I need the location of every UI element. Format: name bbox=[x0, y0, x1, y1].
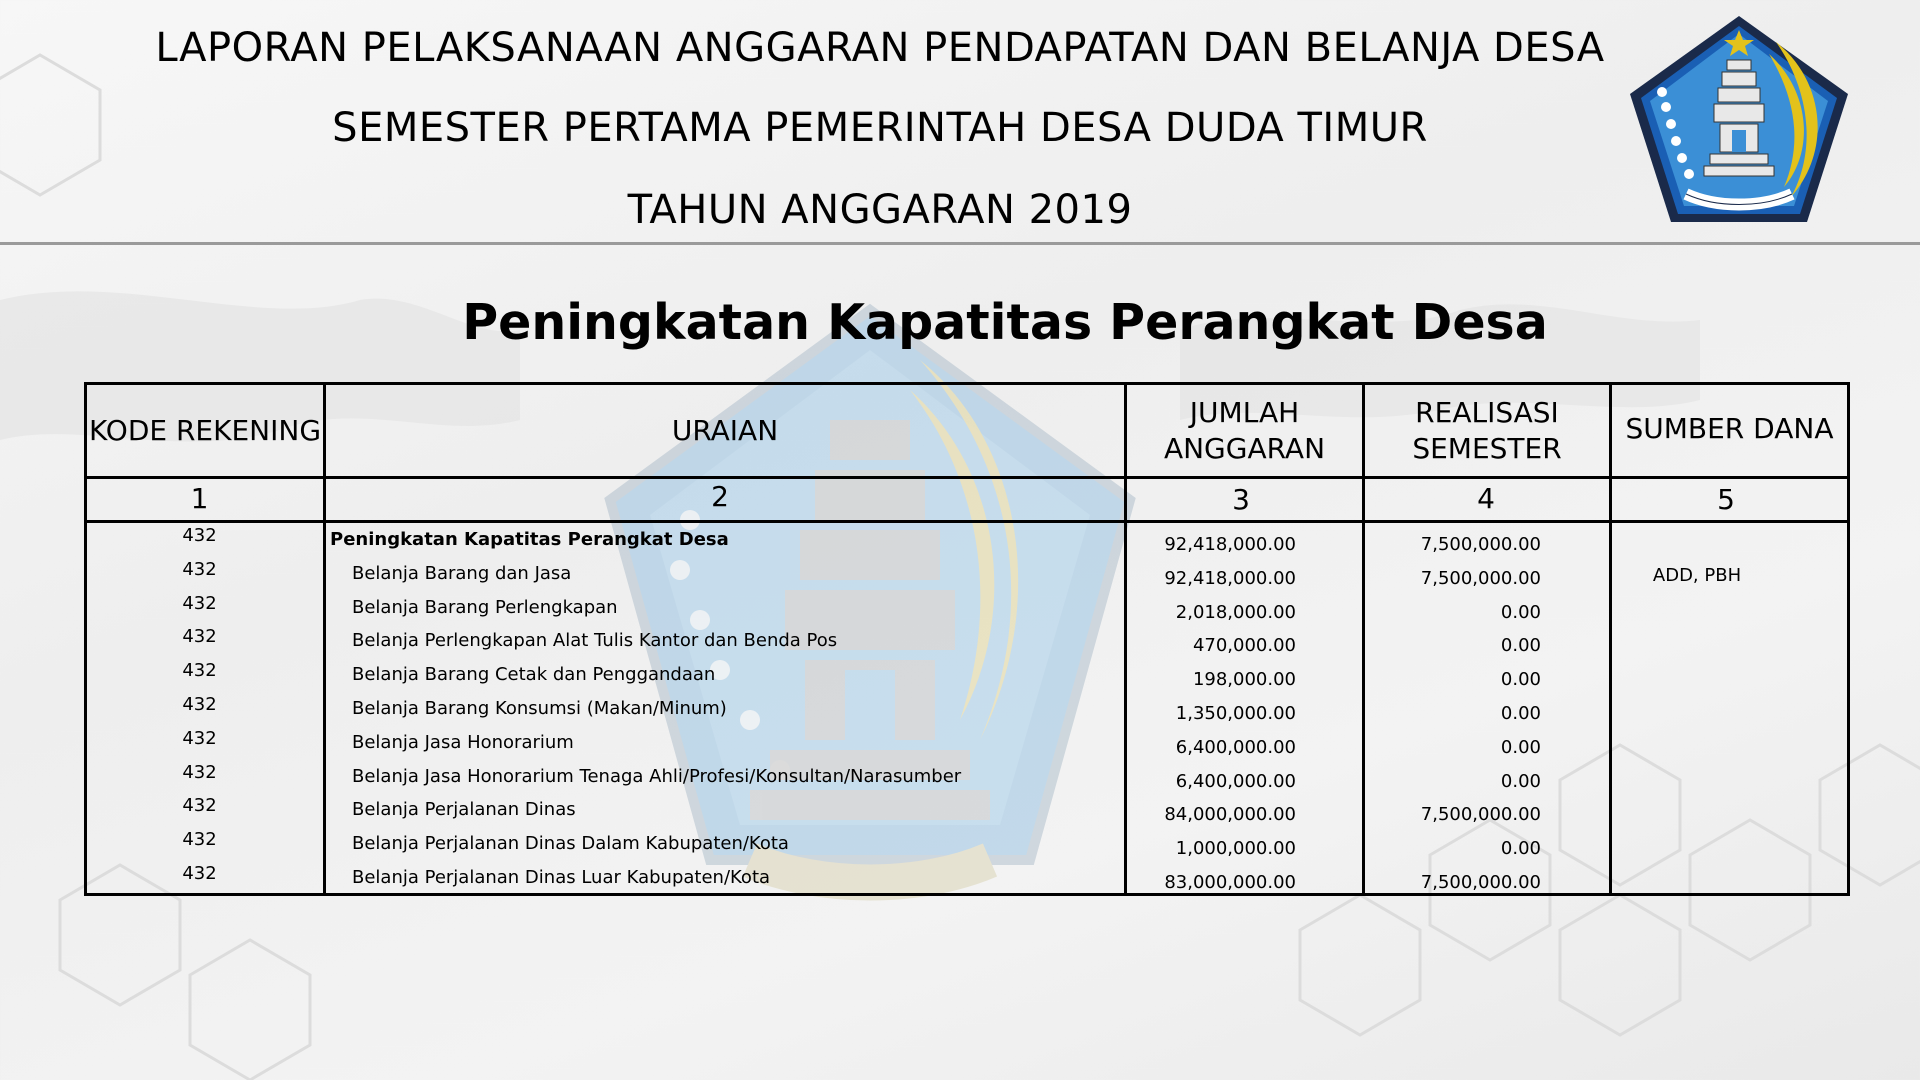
table-row bbox=[87, 559, 1847, 593]
cell-kode-rekening: 432 bbox=[182, 660, 217, 682]
header-divider bbox=[0, 242, 1920, 245]
column-number-5: 5 bbox=[1717, 483, 1735, 516]
cell-kode-rekening: 432 bbox=[182, 626, 217, 648]
cell-sumber-dana: ADD, PBH bbox=[1652, 564, 1742, 586]
table-row bbox=[87, 694, 1847, 728]
cell-uraian: Belanja Perlengkapan Alat Tulis Kantor dan Benda Pos bbox=[352, 630, 838, 652]
cell-jumlah-anggaran: 92,418,000.00 bbox=[1164, 534, 1296, 555]
regency-emblem-icon bbox=[1626, 12, 1852, 226]
cell-jumlah-anggaran: 198,000.00 bbox=[1192, 669, 1296, 691]
cell-realisasi-semester: 7,500,000.00 bbox=[1420, 534, 1541, 555]
cell-uraian: Belanja Jasa Honorarium bbox=[352, 731, 574, 753]
table-row bbox=[87, 762, 1847, 796]
cell-kode-rekening: 432 bbox=[182, 761, 217, 783]
number-row-divider bbox=[87, 520, 1847, 523]
cell-jumlah-anggaran: 470,000.00 bbox=[1192, 635, 1296, 657]
cell-uraian: Belanja Barang Cetak dan Penggandaan bbox=[352, 664, 716, 686]
cell-realisasi-semester: 0.00 bbox=[1500, 601, 1541, 623]
table-row bbox=[87, 660, 1847, 694]
section-title: Peningkatan Kapatitas Perangkat Desa bbox=[462, 294, 1548, 351]
cell-uraian: Belanja Barang dan Jasa bbox=[352, 562, 572, 584]
cell-uraian: Belanja Jasa Honorarium Tenaga Ahli/Profesi/Konsultan/Narasumber bbox=[352, 765, 962, 787]
cell-realisasi-semester: 7,500,000.00 bbox=[1420, 804, 1541, 826]
table-row bbox=[87, 863, 1847, 897]
cell-uraian: Belanja Barang Konsumsi (Makan/Minum) bbox=[352, 698, 727, 719]
table-row bbox=[87, 525, 1847, 559]
table-row bbox=[87, 626, 1847, 660]
cell-realisasi-semester: 0.00 bbox=[1500, 838, 1541, 860]
cell-kode-rekening: 432 bbox=[182, 727, 217, 749]
cell-realisasi-semester: 0.00 bbox=[1500, 669, 1541, 691]
column-header-realisasi: REALISASI SEMESTER bbox=[1412, 395, 1562, 465]
cell-jumlah-anggaran: 6,400,000.00 bbox=[1175, 736, 1296, 758]
cell-jumlah-anggaran: 6,400,000.00 bbox=[1175, 770, 1296, 792]
cell-uraian: Belanja Perjalanan Dinas bbox=[352, 799, 576, 821]
cell-uraian: Belanja Perjalanan Dinas Dalam Kabupaten/Kota bbox=[352, 833, 789, 855]
cell-kode-rekening: 432 bbox=[182, 558, 217, 580]
cell-realisasi-semester: 0.00 bbox=[1500, 635, 1541, 657]
cell-jumlah-anggaran: 1,000,000.00 bbox=[1175, 838, 1296, 860]
table-row bbox=[87, 829, 1847, 863]
cell-kode-rekening: 432 bbox=[182, 694, 217, 715]
table-row bbox=[87, 593, 1847, 627]
header-line-3: TAHUN ANGGARAN 2019 bbox=[627, 187, 1133, 233]
cell-uraian: Peningkatan Kapatitas Perangkat Desa bbox=[330, 529, 729, 550]
cell-uraian: Belanja Perjalanan Dinas Luar Kabupaten/Kota bbox=[352, 867, 771, 888]
report-header bbox=[0, 0, 1920, 244]
budget-table bbox=[84, 382, 1850, 896]
cell-uraian: Belanja Barang Perlengkapan bbox=[352, 596, 618, 618]
cell-kode-rekening: 432 bbox=[182, 795, 217, 817]
cell-jumlah-anggaran: 92,418,000.00 bbox=[1164, 567, 1296, 589]
column-header-sumber: SUMBER DANA bbox=[1625, 412, 1834, 445]
cell-realisasi-semester: 7,500,000.00 bbox=[1420, 872, 1541, 893]
cell-jumlah-anggaran: 84,000,000.00 bbox=[1164, 804, 1296, 826]
cell-kode-rekening: 432 bbox=[182, 525, 217, 546]
column-header-uraian: URAIAN bbox=[671, 413, 779, 447]
cell-realisasi-semester: 0.00 bbox=[1500, 770, 1541, 792]
cell-realisasi-semester: 7,500,000.00 bbox=[1420, 567, 1541, 589]
cell-kode-rekening: 432 bbox=[182, 829, 217, 851]
cell-jumlah-anggaran: 2,018,000.00 bbox=[1175, 601, 1296, 623]
column-number-2: 2 bbox=[711, 480, 729, 513]
column-header-jumlah: JUMLAH ANGGARAN bbox=[1163, 395, 1326, 465]
column-number-3: 3 bbox=[1232, 483, 1250, 516]
cell-kode-rekening: 432 bbox=[182, 592, 217, 614]
cell-realisasi-semester: 0.00 bbox=[1500, 703, 1541, 724]
header-line-2: SEMESTER PERTAMA PEMERINTAH DESA DUDA TIMUR bbox=[332, 105, 1428, 151]
header-row-divider bbox=[87, 476, 1847, 479]
header-line-1: LAPORAN PELAKSANAAN ANGGARAN PENDAPATAN DAN BELANJA DESA bbox=[155, 25, 1605, 71]
cell-jumlah-anggaran: 83,000,000.00 bbox=[1164, 872, 1296, 893]
column-header-kode: KODE REKENING bbox=[88, 413, 322, 447]
column-number-4: 4 bbox=[1477, 482, 1495, 515]
table-row bbox=[87, 795, 1847, 829]
cell-realisasi-semester: 0.00 bbox=[1500, 736, 1541, 758]
column-number-1: 1 bbox=[190, 482, 209, 515]
cell-jumlah-anggaran: 1,350,000.00 bbox=[1175, 703, 1296, 724]
cell-kode-rekening: 432 bbox=[182, 863, 217, 884]
table-row bbox=[87, 728, 1847, 762]
